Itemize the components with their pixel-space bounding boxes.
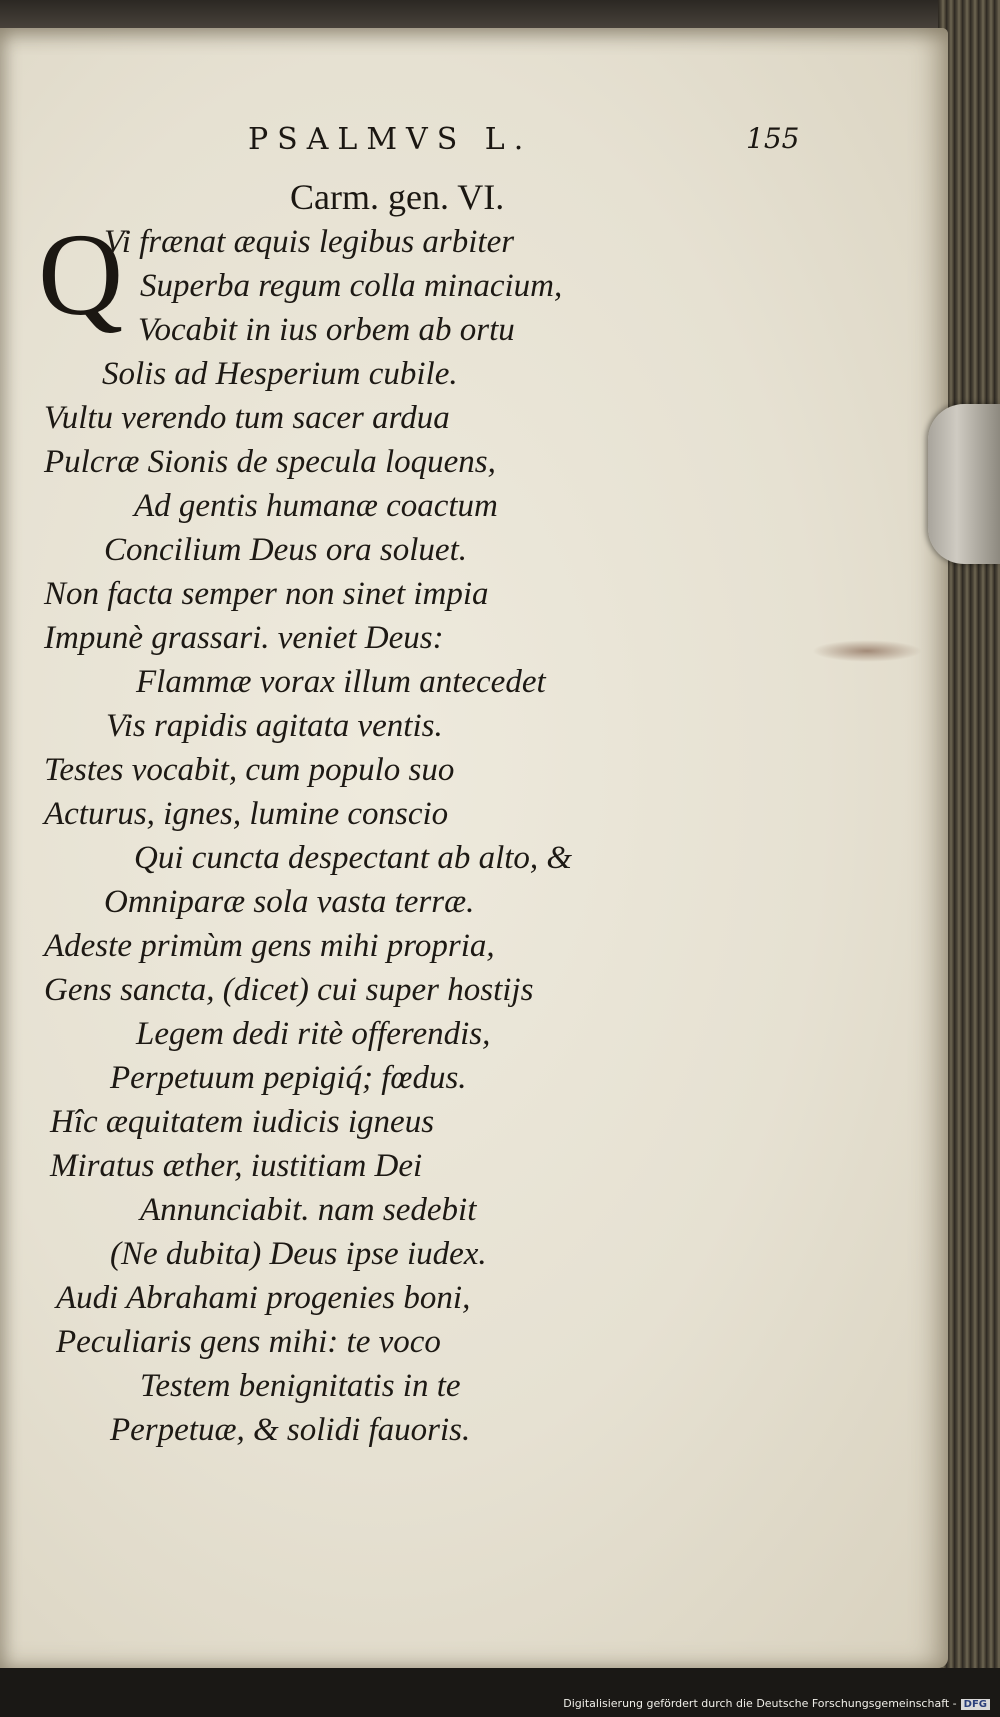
verse-line: Acturus, ignes, lumine conscio xyxy=(44,796,449,832)
verse-line: Omniparæ sola vasta terræ. xyxy=(104,884,475,920)
verse-line: Audi Abrahami progenies boni, xyxy=(56,1280,471,1316)
verse-line: Flammæ vorax illum antecedet xyxy=(136,664,546,700)
verse-line: Concilium Deus ora soluet. xyxy=(104,532,467,568)
verse-line: Peculiaris gens mihi: te voco xyxy=(56,1324,441,1360)
verse-line: Perpetuæ, & solidi fauoris. xyxy=(110,1412,471,1448)
verse-line: Legem dedi ritè offerendis, xyxy=(136,1016,491,1052)
paper-stain xyxy=(812,640,922,662)
verse-line: Vultu verendo tum sacer ardua xyxy=(44,400,450,436)
verse-line: Qui cuncta despectant ab alto, & xyxy=(134,840,573,876)
verse-line: Annunciabit. nam sedebit xyxy=(140,1192,477,1228)
verse-line: Miratus æther, iustitiam Dei xyxy=(50,1148,423,1184)
verse-line: Non facta semper non sinet impia xyxy=(44,576,489,612)
digitization-credit xyxy=(563,1697,990,1710)
running-title: PSALMVS L. xyxy=(248,122,533,157)
credit-text: Digitalisierung gefördert durch die Deutsche Forschungsgemeinschaft - xyxy=(563,1697,957,1710)
verse-line: Vocabit in ius orbem ab ortu xyxy=(138,312,515,348)
verse-line: Testes vocabit, cum populo suo xyxy=(44,752,455,788)
verse-line: Testem benignitatis in te xyxy=(140,1368,461,1404)
verse-line: Impunè grassari. veniet Deus: xyxy=(44,620,444,656)
verse-line: Adeste primùm gens mihi propria, xyxy=(44,928,495,964)
verse-line: Vi frænat æquis legibus arbiter xyxy=(104,224,515,260)
verse-line: Ad gentis humanæ coactum xyxy=(134,488,498,524)
page-clip-tab xyxy=(928,404,1000,564)
verse-line: Pulcræ Sionis de specula loquens, xyxy=(44,444,496,480)
poem-subtitle: Carm. gen. VI. xyxy=(290,177,505,217)
verse-line: Gens sancta, (dicet) cui super hostijs xyxy=(44,972,534,1008)
page-number: 155 xyxy=(746,122,800,155)
verse-line: Superba regum colla minacium, xyxy=(140,268,563,304)
verse-line: Solis ad Hesperium cubile. xyxy=(102,356,458,392)
verse-line: Vis rapidis agitata ventis. xyxy=(106,708,443,744)
drop-cap: Q xyxy=(38,209,124,340)
verse-line: Perpetuum pepigiq́; fœdus. xyxy=(110,1060,467,1096)
verse-line: (Ne dubita) Deus ipse iudex. xyxy=(110,1236,487,1272)
dfg-logo: DFG xyxy=(961,1699,990,1710)
verse-line: Hîc æquitatem iudicis igneus xyxy=(50,1104,435,1140)
